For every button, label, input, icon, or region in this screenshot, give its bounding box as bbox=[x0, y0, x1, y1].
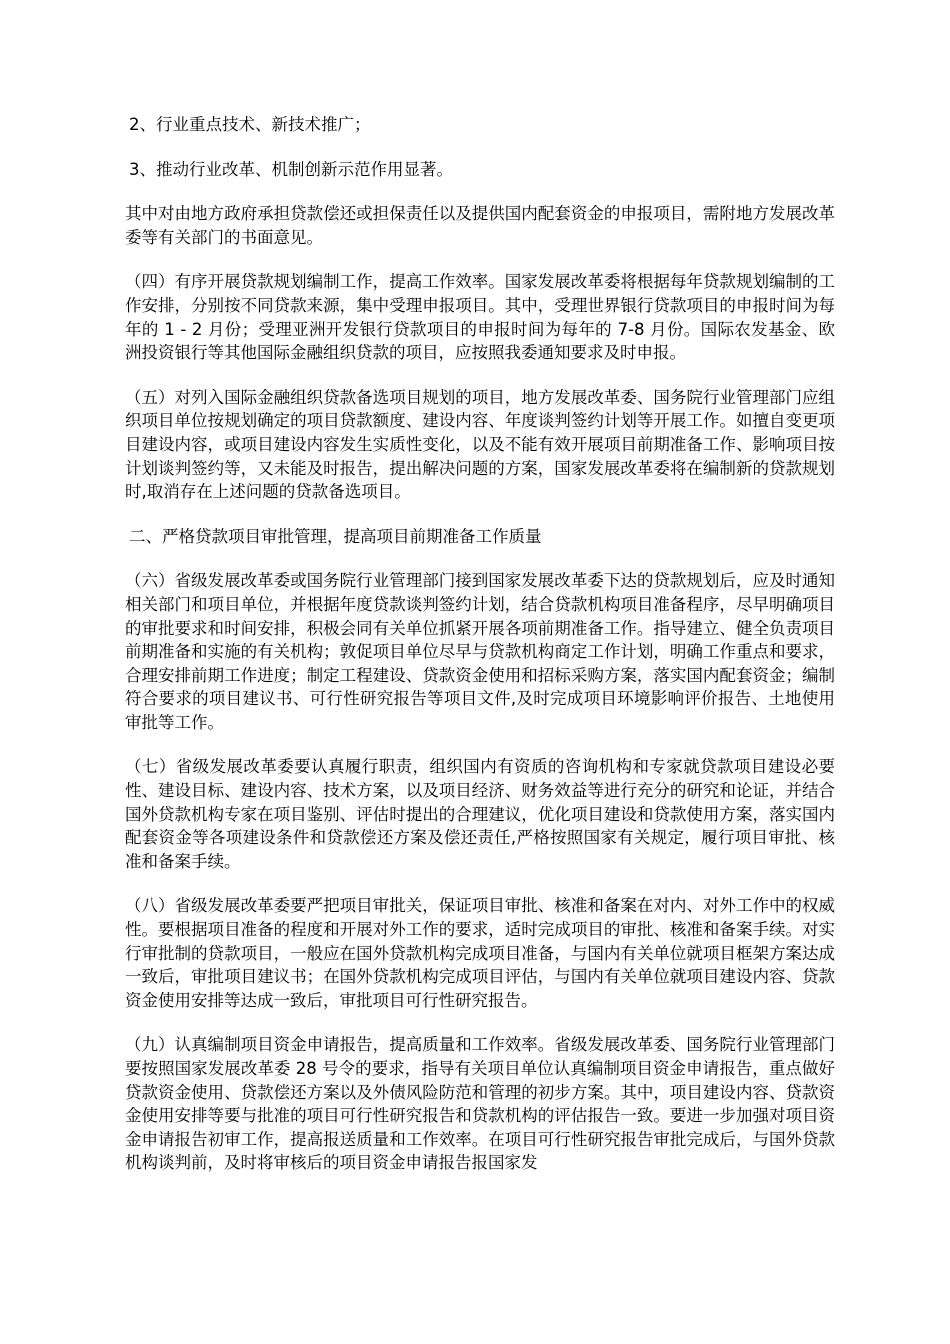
section-8-paragraph: （八）省级发展改革委要严把项目审批关，保证项目审批、核准和备案在对内、对外工作中的权威性。要根据项目准备的程度和开展对外工作的要求，适时完成项目的审批、核准和备案手续。对实行审批制的贷款项目，一般应在国外贷款机构完成项目准备，与国内有关单位就项目框架方案达成一致后，审批项目建议书；在国外贷款机构完成项目评估，与国内有关单位就项目建设内容、贷款资金使用安排等达成一致后，审批项目可行性研究报告。 bbox=[125, 896, 835, 1010]
section-6-paragraph: （六）省级发展改革委或国务院行业管理部门接到国家发展改革委下达的贷款规划后，应及时通知相关部门和项目单位，并根据年度贷款谈判签约计划，结合贷款机构项目准备程序，尽早明确项目的审批要求和时间安排，积极会同有关单位抓紧开展各项前期准备工作。指导建立、健全负责项目前期准备和实施的有关机构；敦促项目单位尽早与贷款机构商定工作计划，明确工作重点和要求，合理安排前期工作进度；制定工程建设、贷款资金使用和招标采购方案，落实国内配套资金；编制符合要求的项目建议书、可行性研究报告等项目文件,及时完成项目环境影响评价报告、土地使用审批等工作。 bbox=[125, 571, 835, 732]
section-5-paragraph: （五）对列入国际金融组织贷款备选项目规划的项目，地方发展改革委、国务院行业管理部门应组织项目单位按规划确定的项目贷款额度、建设内容、年度谈判签约计划等开展工作。如擅自变更项目建设内容，或项目建设内容发生实质性变化，以及不能有效开展项目前期准备工作、影响项目按计划谈判签约等，又未能及时报告，提出解决问题的方案，国家发展改革委将在编制新的贷款规划时,取消存在上述问题的贷款备选项目。 bbox=[125, 387, 835, 502]
document-page bbox=[125, 113, 835, 1196]
section-9-paragraph: （九）认真编制项目资金申请报告，提高质量和工作效率。省级发展改革委、国务院行业管理部门要按照国家发展改革委 28 号令的要求，指导有关项目单位认真编制项目资金申请报告，重点做好贷款资金使用、贷款偿还方案以及外债风险防范和管理的初步方案。其中，项目建设内容、贷款资金使用安排等要与批准的项目可行性研究报告和贷款机构的评估报告一致。要进一步加强对项目资金申请报告初审工作，提高报送质量和工作效率。在项目可行性研究报告审批完成后，与国外贷款机构谈判前，及时将审核后的项目资金申请报告报国家发 bbox=[125, 1035, 835, 1173]
section-7-paragraph: （七）省级发展改革委要认真履行职责，组织国内有资质的咨询机构和专家就贷款项目建设必要性、建设目标、建设内容、技术方案，以及项目经济、财务效益等进行充分的研究和论证，并结合国外贷款机构专家在项目鉴别、评估时提出的合理建议，优化项目建设和贷款使用方案，落实国内配套资金等各项建设条件和贷款偿还方案及偿还责任,严格按照国家有关规定，履行项目审批、核准和备案手续。 bbox=[125, 757, 835, 871]
note-paragraph: 其中对由地方政府承担贷款偿还或担保责任以及提供国内配套资金的申报项目，需附地方发展改革委等有关部门的书面意见。 bbox=[125, 204, 835, 247]
list-item-2: 2、行业重点技术、新技术推广； bbox=[129, 115, 371, 134]
list-item-3: 3、推动行业改革、机制创新示范作用显著。 bbox=[129, 159, 453, 179]
chapter-2-heading: 二、严格贷款项目审批管理，提高项目前期准备工作质量 bbox=[129, 526, 542, 546]
section-4-paragraph: （四）有序开展贷款规划编制工作，提高工作效率。国家发展改革委将根据每年贷款规划编制的工作安排，分别按不同贷款来源，集中受理申报项目。其中，受理世界银行贷款项目的申报时间为每年的 1 - 2 月份；受理亚洲开发银行贷款项目的申报时间为每年的 7-8 月份。国际农发基金、欧洲投资银行等其他国际金融组织贷款的项目，应按照我委通知要求及时申报。 bbox=[125, 272, 835, 363]
